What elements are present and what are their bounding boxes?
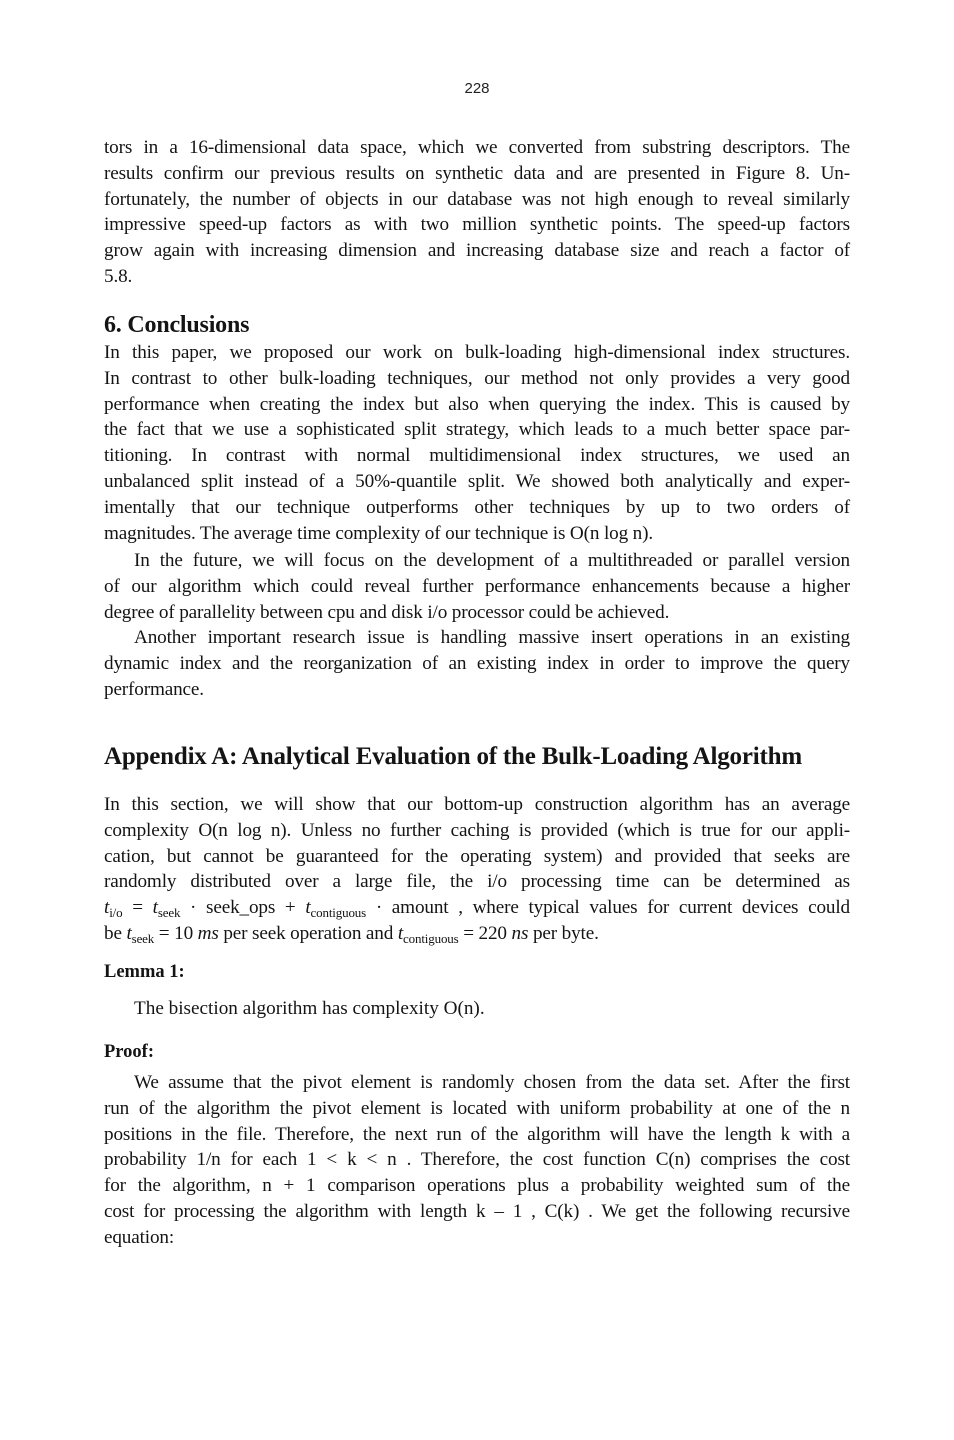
text-line: probability 1/n for each 1 < k < n . Therefore, the cost function C(n) comprises the cost — [104, 1149, 850, 1171]
proof-heading: Proof: — [104, 1042, 154, 1062]
appendix-heading: Appendix A: Analytical Evaluation of the Bulk-Loading Algorithm — [104, 743, 802, 770]
text-line: positions in the file. Therefore, the next run of the algorithm will have the length k with a — [104, 1123, 850, 1145]
text-line: dynamic index and the reorganization of an existing index in order to improve the query — [104, 652, 850, 674]
lemma-heading: Lemma 1: — [104, 962, 185, 982]
conclusions-paragraph-1 — [104, 340, 850, 546]
appendix-paragraph — [104, 792, 850, 947]
math-text: · amount , where typical values for current devices could — [366, 897, 850, 919]
proof-paragraph — [104, 1070, 850, 1251]
math-operator: = — [122, 897, 153, 919]
math-subscript: contiguous — [403, 930, 459, 946]
text-line: grow again with increasing dimension and increasing database size and reach a factor of — [104, 240, 850, 262]
text-line: In the future, we will focus on the development of a multithreaded or parallel version — [134, 550, 850, 571]
text-line: of our algorithm which could reveal further performance enhancements because a higher — [104, 575, 850, 597]
text-line: In this section, we will show that our bottom-up construction algorithm has an average — [104, 794, 850, 815]
lemma-statement: The bisection algorithm has complexity O(n). — [134, 998, 485, 1019]
math-text: · seek_ops + — [180, 897, 306, 919]
text-line: run of the algorithm the pivot element is located with uniform probability at one of the n — [104, 1097, 850, 1119]
text-line: complexity O(n log n). Unless no further caching is provided (which is true for our appli- — [104, 819, 850, 841]
math-subscript: seek — [131, 930, 155, 946]
text-line: In this paper, we proposed our work on bulk-loading high-dimensional index structures. — [104, 342, 850, 363]
section-heading-conclusions: 6. Conclusions — [104, 312, 250, 338]
intro-paragraph — [104, 135, 850, 290]
text-line: unbalanced split instead of a 50%-quantile split. We showed both analytically and exper- — [104, 470, 850, 492]
text: = 10 — [154, 922, 198, 944]
text: per seek operation and — [218, 922, 398, 944]
math-subscript: contiguous — [310, 905, 367, 921]
text-line: results confirm our previous results on synthetic data and are presented in Figure 8. Un- — [104, 162, 850, 184]
text: = 220 — [458, 922, 512, 944]
unit: ms — [197, 922, 219, 944]
text-line: performance when creating the index but also when querying the index. This is caused by — [104, 393, 850, 415]
unit: ns — [511, 922, 529, 944]
text-line: tors in a 16-dimensional data space, which we converted from substring descriptors. The — [104, 137, 850, 158]
math-subscript: i/o — [109, 905, 123, 921]
text-line: for the algorithm, n + 1 comparison operations plus a probability weighted sum of the — [104, 1175, 850, 1197]
math-var: t — [152, 897, 158, 919]
text-line: Another important research issue is handling massive insert operations in an existing — [134, 627, 850, 648]
text: per byte. — [528, 922, 599, 944]
math-subscript: seek — [157, 905, 181, 921]
conclusions-paragraph-2 — [104, 548, 850, 625]
text-line: fortunately, the number of objects in our database was not high enough to reveal similarly — [104, 188, 850, 210]
text-line: randomly distributed over a large file, the i/o processing time can be determined as — [104, 871, 850, 893]
text-line: 5.8. — [104, 265, 133, 287]
device-values-line — [104, 921, 850, 947]
text-line: equation: — [104, 1226, 175, 1248]
text-line: We assume that the pivot element is randomly chosen from the data set. After the first — [134, 1072, 850, 1093]
text-line: imentally that our technique outperforms other techniques by up to two orders of — [104, 496, 850, 518]
text-line: performance. — [104, 678, 204, 700]
math-var: t — [126, 922, 132, 944]
text-line: degree of parallelity between cpu and disk i/o processor could be achieved. — [104, 601, 670, 623]
page-number: 228 — [464, 80, 490, 97]
text-line: magnitudes. The average time complexity of our technique is O(n log n). — [104, 522, 654, 544]
math-var: t — [305, 897, 311, 919]
text-line: impressive speed-up factors as with two million synthetic points. The speed-up factors — [104, 214, 850, 236]
text-line: cation, but cannot be guaranteed for the operating system) and provided that seeks are — [104, 845, 850, 867]
text-line: In contrast to other bulk-loading techniques, our method not only provides a very good — [104, 367, 850, 389]
text-line: cost for processing the algorithm with length k – 1 , C(k) . We get the following recursive — [104, 1200, 850, 1222]
text: be — [104, 922, 127, 944]
math-var: t — [104, 897, 110, 919]
text-line: the fact that we use a sophisticated split strategy, which leads to a much better space par- — [104, 419, 850, 441]
math-var: t — [397, 922, 404, 944]
text-line: titioning. In contrast with normal multidimensional index structures, we used an — [104, 445, 850, 467]
io-time-formula-line — [104, 895, 850, 921]
conclusions-paragraph-3 — [104, 625, 850, 702]
